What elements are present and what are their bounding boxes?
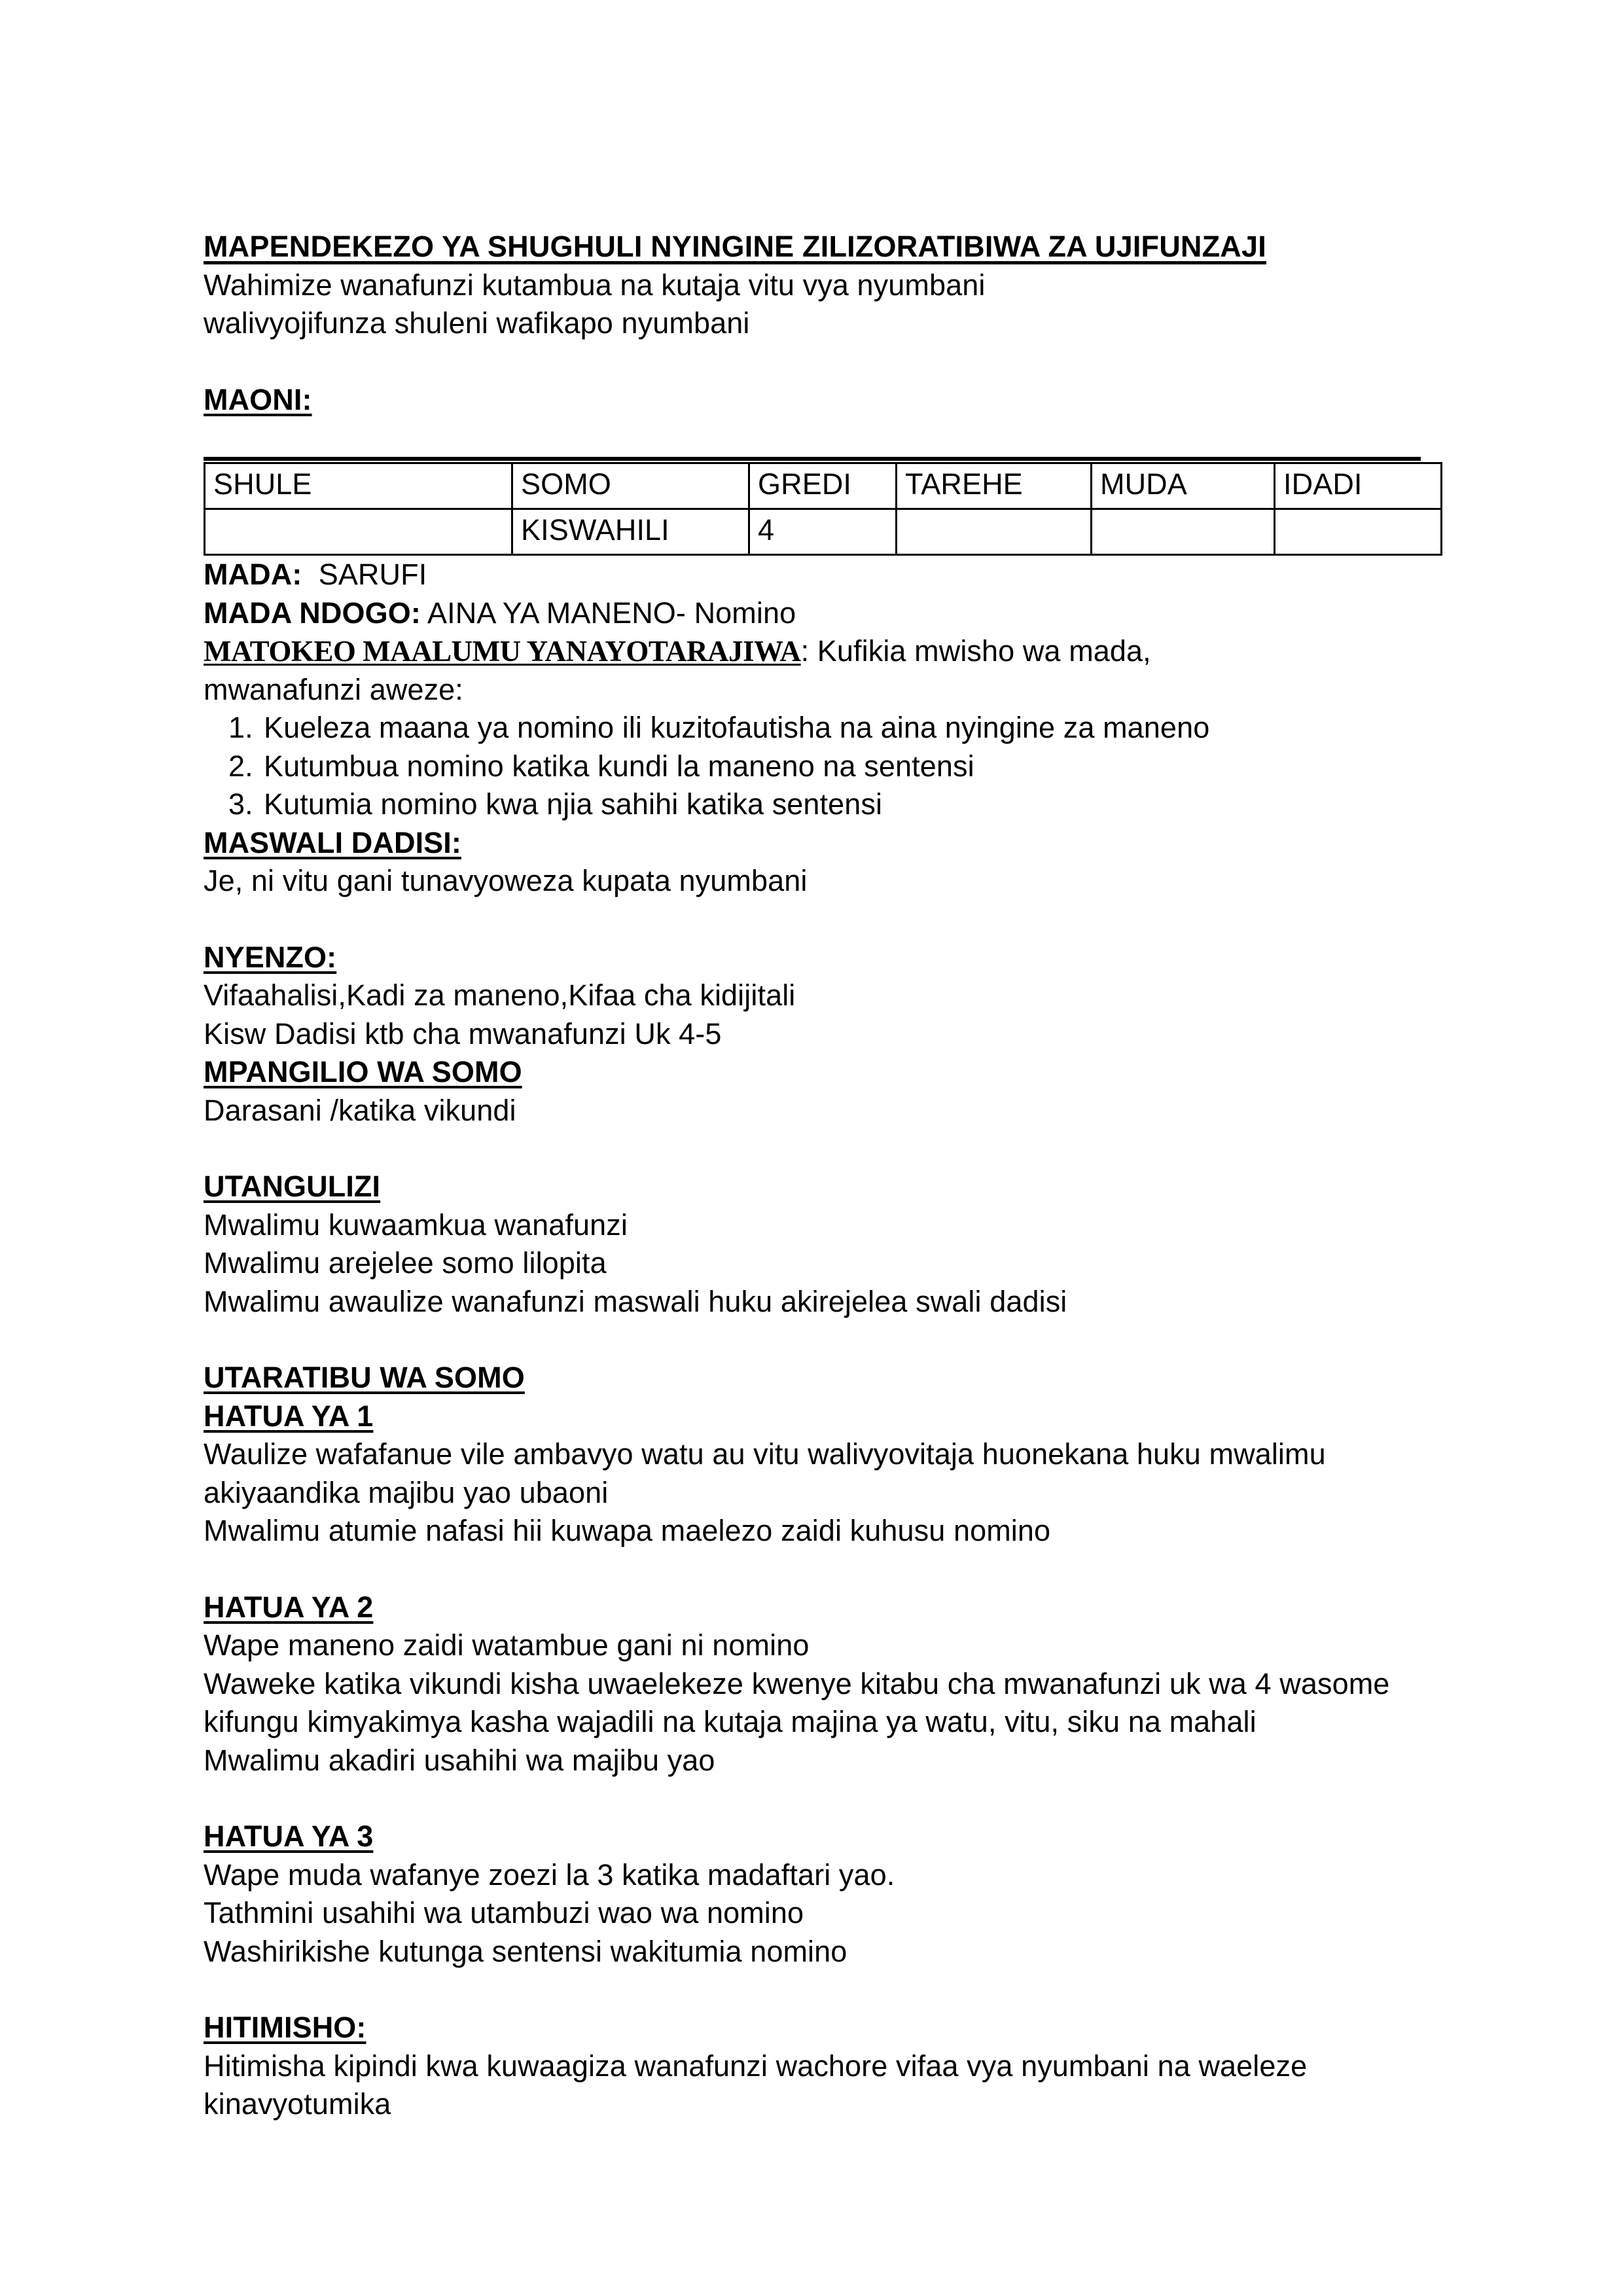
mpangilio-heading-row <box>204 1053 1421 1092</box>
nyenzo-heading-row <box>204 939 1421 977</box>
hatua2-heading-row <box>204 1588 1421 1627</box>
utangulizi-line-2: Mwalimu arejelee somo lilopita <box>204 1246 607 1280</box>
mpangilio-line-1: Darasani /katika vikundi <box>204 1093 516 1127</box>
table-cell-idadi[interactable] <box>1275 509 1442 555</box>
spacer <box>204 419 1421 457</box>
table-row <box>205 509 1442 555</box>
table-cell-tarehe[interactable] <box>897 509 1092 555</box>
table-cell-muda[interactable] <box>1092 509 1275 555</box>
mada-label: MADA <box>204 558 293 592</box>
table-header-row <box>205 463 1442 509</box>
maswali-dadisi-heading: MASWALI DADISI: <box>204 825 461 859</box>
table-cell-shule[interactable] <box>205 509 512 555</box>
utangulizi-heading-row <box>204 1168 1421 1206</box>
hatua3-heading: HATUA YA 3 <box>204 1820 374 1854</box>
list-item <box>204 785 1421 824</box>
table-header-shule: SHULE <box>205 463 512 509</box>
outcome-text: Kutumbua nomino katika kundi la maneno na sentensi <box>264 749 974 783</box>
hatua3-line-3: Washirikishe kutunga sentensi wakitumia nomino <box>204 1934 847 1968</box>
title-subline-1: Wahimize wanafunzi kutambua na kutaja vitu vya nyumbani <box>204 268 986 302</box>
hitimisho-heading: HITIMISHO: <box>204 2011 366 2045</box>
list-item <box>204 747 1421 786</box>
matokeo-intro-line2: mwanafunzi aweze: <box>204 672 463 706</box>
spacer <box>204 1971 1421 2009</box>
hitimisho-heading-row <box>204 2009 1421 2047</box>
outcome-number: 2. <box>228 749 253 783</box>
nyenzo-heading: NYENZO: <box>204 940 337 974</box>
hatua1-line-2: Mwalimu atumie nafasi hii kuwapa maelezo zaidi kuhusu nomino <box>204 1514 1051 1548</box>
maoni-heading: MAONI: <box>204 382 312 416</box>
matokeo-label: MATOKEO MAALUMU YANAYOTARAJIWA <box>204 635 801 668</box>
hatua3-line-1: Wape muda wafanye zoezi la 3 katika madaftari yao. <box>204 1857 895 1892</box>
nyenzo-line-2: Kisw Dadisi ktb cha mwanafunzi Uk 4-5 <box>204 1016 722 1050</box>
table-cell-somo[interactable]: KISWAHILI <box>512 509 749 555</box>
table-header-somo: SOMO <box>512 463 749 509</box>
utangulizi-line-1: Mwalimu kuwaamkua wanafunzi <box>204 1208 628 1242</box>
mada-row <box>204 556 1421 594</box>
hatua3-line-2: Tathmini usahihi wa utambuzi wao wa nomino <box>204 1896 804 1930</box>
table-header-tarehe: TAREHE <box>897 463 1092 509</box>
hatua2-heading: HATUA YA 2 <box>204 1590 374 1624</box>
maswali-dadisi-heading-row <box>204 824 1421 863</box>
outcome-text: Kutumia nomino kwa njia sahihi katika sentensi <box>264 787 883 821</box>
spacer <box>204 1321 1421 1359</box>
mada-ndogo-value: AINA YA MANENO- Nomino <box>427 596 796 630</box>
mada-ndogo-row <box>204 594 1421 633</box>
spacer <box>204 901 1421 939</box>
hatua1-heading-row <box>204 1397 1421 1436</box>
matokeo-row <box>204 632 1421 671</box>
table-header-idadi: IDADI <box>1275 463 1442 509</box>
utaratibu-heading: UTARATIBU WA SOMO <box>204 1361 525 1395</box>
hatua1-paragraph: Waulize wafafanue vile ambavyo watu au vitu walivyovitaja huonekana huku mwalimu akiyaandika majibu yao ubaoni <box>204 1437 1326 1509</box>
mada-colon: : <box>292 558 302 592</box>
page-title: MAPENDEKEZO YA SHUGHULI NYINGINE ZILIZORATIBIWA ZA UJIFUNZAJI <box>204 230 1266 263</box>
hatua2-paragraph: Waweke katika vikundi kisha uwaelekeze kwenye kitabu cha mwanafunzi uk wa 4 wasome kifungu kimyakimya kasha wajadili na kutaja majina ya watu, vitu, siku na mahali <box>204 1666 1390 1739</box>
table-header-gredi: GREDI <box>749 463 897 509</box>
outcome-text: Kueleza maana ya nomino ili kuzitofautisha na aina nyingine za maneno <box>264 711 1210 745</box>
table-top-rule <box>204 457 1421 461</box>
spacer <box>204 1130 1421 1168</box>
mpangilio-heading: MPANGILIO WA SOMO <box>204 1055 522 1089</box>
outcomes-list <box>204 709 1421 824</box>
matokeo-intro: Kufikia mwisho wa mada, <box>817 634 1151 668</box>
spacer <box>204 1551 1421 1588</box>
table-header-muda: MUDA <box>1092 463 1275 509</box>
utaratibu-heading-row <box>204 1359 1421 1397</box>
spacer <box>204 1780 1421 1818</box>
hatua2-line-1: Wape maneno zaidi watambue gani ni nomino <box>204 1628 810 1662</box>
outcome-number: 1. <box>228 711 253 745</box>
utangulizi-heading: UTANGULIZI <box>204 1170 381 1204</box>
matokeo-colon: : <box>800 634 810 668</box>
title-subline-2: walivyojifunza shuleni wafikapo nyumbani <box>204 306 750 340</box>
hatua3-heading-row <box>204 1818 1421 1856</box>
list-item <box>204 709 1421 747</box>
mada-ndogo-label: MADA NDOGO: <box>204 596 421 630</box>
utangulizi-line-3: Mwalimu awaulize wanafunzi maswali huku akirejelea swali dadisi <box>204 1284 1067 1318</box>
lesson-info-table <box>204 462 1442 556</box>
hatua1-heading: HATUA YA 1 <box>204 1399 374 1433</box>
maoni-section <box>204 381 1421 420</box>
outcome-number: 3. <box>228 787 253 821</box>
hatua2-line-3: Mwalimu akadiri usahihi wa majibu yao <box>204 1743 715 1777</box>
document-body <box>204 228 1421 2124</box>
spacer <box>204 343 1421 381</box>
mada-value: SARUFI <box>318 558 427 592</box>
hitimisho-paragraph: Hitimisha kipindi kwa kuwaagiza wanafunzi wachore vifaa vya nyumbani na waeleze kinavyotumika <box>204 2049 1308 2121</box>
table-cell-gredi[interactable]: 4 <box>749 509 897 555</box>
nyenzo-line-1: Vifaahalisi,Kadi za maneno,Kifaa cha kidijitali <box>204 978 796 1013</box>
maswali-dadisi-line-1: Je, ni vitu gani tunavyoweza kupata nyumbani <box>204 864 808 898</box>
